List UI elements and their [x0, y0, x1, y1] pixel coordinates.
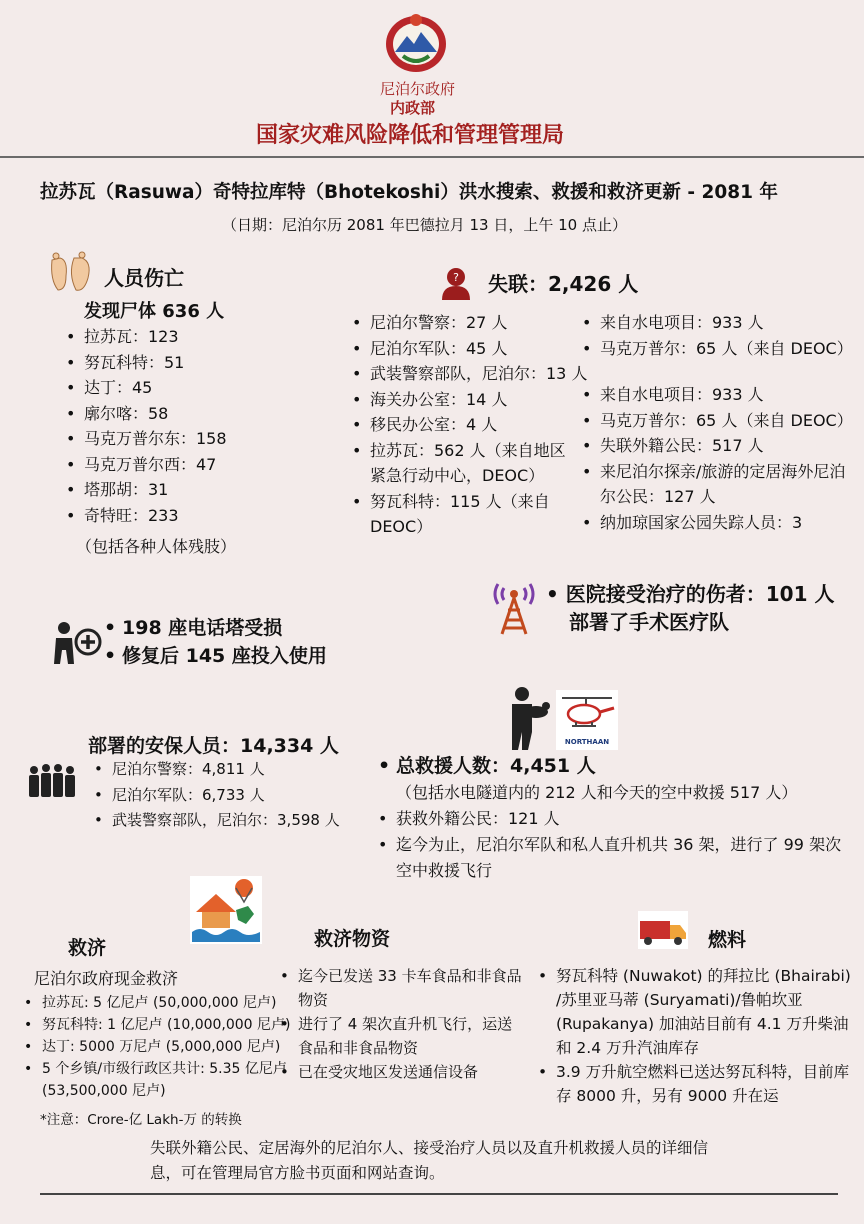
missing-list-right-b	[580, 382, 855, 535]
list-item: • 奇特旺：233	[64, 503, 284, 529]
list-item: • 移民办公室：4 人	[350, 412, 580, 438]
missing-heading: 失联：2,426 人	[488, 272, 639, 296]
header-divider	[0, 156, 864, 158]
relief-heading: 救济	[68, 937, 107, 959]
missing-list-right-a	[580, 310, 855, 361]
rescue-note: （包括水电隧道内的 212 人和今天的空中救援 517 人）	[396, 783, 798, 802]
list-item: • 达丁：45	[64, 375, 284, 401]
list-item: • 尼泊尔军队：45 人	[350, 336, 580, 362]
relief-sub: 尼泊尔政府现金救济	[34, 969, 179, 988]
casualties-sub: 发现尸体 636 人	[84, 301, 225, 322]
helicopter-icon	[556, 690, 618, 734]
signal-tower-icon	[490, 578, 538, 636]
list-item: • 迄今已发送 33 卡车食品和非食品物资	[278, 964, 526, 1012]
list-item: • 拉苏瓦：123	[64, 324, 284, 350]
list-item: • 拉苏瓦: 5 亿尼卢 (50,000,000 尼卢)	[22, 992, 294, 1014]
report-date: （日期：尼泊尔历 2081 年巴德拉月 13 日，上午 10 点止）	[222, 216, 627, 234]
hospital-line2: 部署了手术医疗队	[569, 610, 729, 634]
hospital-line1: • 医院接受治疗的伤者：101 人	[546, 582, 835, 606]
relief-list	[22, 992, 294, 1102]
header-gov: 尼泊尔政府	[380, 80, 456, 98]
flood-house-icon	[190, 876, 262, 944]
list-item: • 获救外籍公民：121 人	[376, 806, 846, 832]
supplies-heading: 救济物资	[314, 928, 391, 950]
rescuer-carrying-icon	[502, 686, 552, 752]
list-item: • 马克万普尔：65 人（来自 DEOC）	[580, 336, 855, 362]
list-item: • 马克万普尔：65 人（来自 DEOC）	[580, 408, 855, 434]
list-item: • 迄今为止，尼泊尔军队和私人直升机共 36 架，进行了 99 架次空中救援飞行	[376, 832, 846, 884]
list-item: • 塔那胡：31	[64, 477, 284, 503]
footer-divider	[40, 1193, 838, 1195]
list-item: • 武装警察部队，尼泊尔：3,598 人	[92, 808, 340, 834]
header-ministry: 内政部	[390, 99, 436, 117]
page-title: 拉苏瓦（Rasuwa）奇特拉库特（Bhotekoshi）洪水搜索、救援和救济更新 - 2081 年	[40, 182, 778, 203]
missing-person-icon	[436, 262, 476, 302]
list-item: • 来自水电项目：933 人	[580, 310, 855, 336]
list-item: • 已在受灾地区发送通信设备	[278, 1060, 526, 1084]
security-heading: 部署的安保人员：14,334 人	[88, 735, 339, 757]
footer-note: 失联外籍公民、定居海外的尼泊尔人、接受治疗人员以及直升机救援人员的详细信息，可在管理局官方脸书页面和网站查询。	[150, 1139, 709, 1182]
list-item: • 海关办公室：14 人	[350, 387, 580, 413]
list-item: • 马克万普尔西：47	[64, 452, 284, 478]
supplies-list	[278, 964, 526, 1084]
casualties-note: （包括各种人体残肢）	[76, 537, 237, 556]
helicopter-logo	[556, 690, 618, 750]
list-item: • 廓尔喀：58	[64, 401, 284, 427]
tower-list	[102, 614, 327, 670]
list-item: • 努瓦科特 (Nuwakot) 的拜拉比 (Bhairabi) /苏里亚马蒂 (Suryamati)/鲁帕坎亚 (Rupakanya) 加油站目前有 4.1 万升柴油和 2.4 万升汽油库存	[536, 964, 852, 1060]
list-item: • 修复后 145 座投入使用	[102, 642, 327, 670]
list-item: • 尼泊尔警察：4,811 人	[92, 757, 340, 783]
rescue-list	[376, 752, 856, 780]
svg-text:?: ?	[453, 271, 459, 284]
helicopter-logo-text: NORTHAAN	[564, 738, 610, 746]
list-item: • 努瓦科特：51	[64, 350, 284, 376]
casualties-list	[64, 324, 284, 528]
list-item: • 努瓦科特: 1 亿尼卢 (10,000,000 尼卢)	[22, 1014, 294, 1036]
security-list	[92, 757, 340, 834]
list-item: • 3.9 万升航空燃料已送达努瓦科特，目前库存 8000 升，另有 9000 升在运	[536, 1060, 852, 1108]
list-item: • 达丁: 5000 万尼卢 (5,000,000 尼卢)	[22, 1036, 294, 1058]
relief-note: *注意：Crore-亿 Lakh-万 的转换	[40, 1112, 242, 1128]
list-item: • 进行了 4 架次直升机飞行，运送食品和非食品物资	[278, 1012, 526, 1060]
hospital-line1-text: 医院接受治疗的伤者：101 人	[565, 582, 835, 606]
list-item: • 尼泊尔警察：27 人	[350, 310, 580, 336]
nepal-emblem-icon	[383, 10, 449, 74]
list-item: • 来尼泊尔探亲/旅游的定居海外尼泊尔公民：127 人	[580, 459, 855, 510]
list-item: • 拉苏瓦：562 人（来自地区紧急行动中心，DEOC）	[350, 438, 580, 489]
list-item: • 失联外籍公民：517 人	[580, 433, 855, 459]
list-item: • 5 个乡镇/市级行政区共计: 5.35 亿尼卢 (53,500,000 尼卢)	[22, 1058, 294, 1102]
fuel-heading: 燃料	[708, 929, 747, 951]
list-item: • 马克万普尔东：158	[64, 426, 284, 452]
casualties-heading: 人员伤亡	[104, 266, 184, 290]
missing-list-left	[350, 310, 588, 540]
rescue-list-2	[376, 806, 846, 884]
list-item: • 武装警察部队，尼泊尔：13 人	[350, 361, 580, 387]
fuel-list	[536, 964, 852, 1108]
list-item: • 198 座电话塔受损	[102, 614, 327, 642]
list-item: • 努瓦科特：115 人（来自 DEOC）	[350, 489, 580, 540]
truck-icon	[638, 911, 688, 949]
feet-icon	[46, 250, 96, 294]
medic-person-icon	[52, 620, 104, 666]
list-item: • 纳加琼国家公园失踪人员：3	[580, 510, 855, 536]
list-item: • 尼泊尔军队：6,733 人	[92, 783, 340, 809]
crowd-icon	[26, 762, 78, 800]
header-agency: 国家灾难风险降低和管理管理局	[256, 123, 565, 148]
list-item: • 总救援人数：4,451 人	[376, 752, 856, 780]
list-item: • 来自水电项目：933 人	[580, 382, 855, 408]
